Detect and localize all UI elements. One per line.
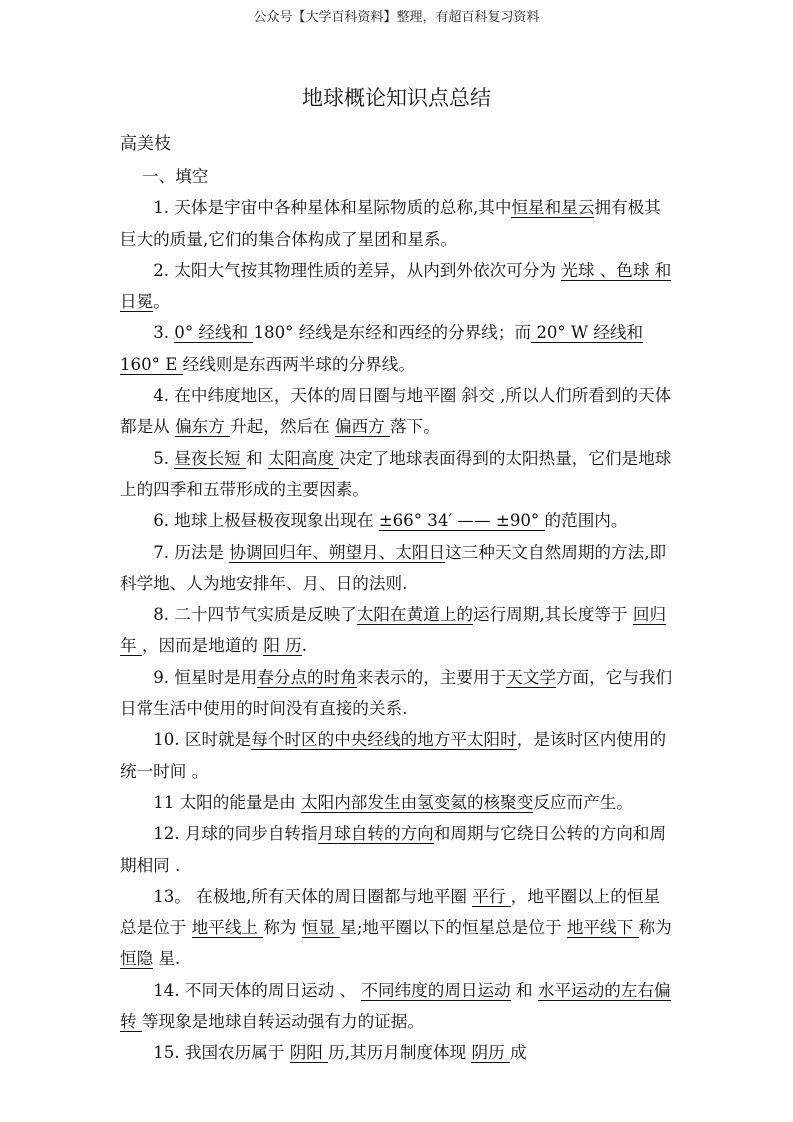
answer-blank: 地平线下 — [566, 918, 639, 938]
question-q10 — [120, 724, 673, 787]
question-text: 6. 地球上极昼极夜现象出现在 — [153, 511, 379, 531]
question-text: 和 — [245, 448, 268, 468]
question-text: 5. — [153, 448, 175, 468]
question-text: 拥有极其巨大的质量,它们的集合体构成了星团和星系。 — [120, 198, 661, 249]
question-text: 14. 不同天体的周日运动 — [153, 980, 340, 1000]
header-note: 公众号【大学百科资料】整理，有超百科复习资料 — [253, 10, 540, 25]
question-text: 10. 区时就是 — [153, 730, 252, 750]
question-q6 — [120, 505, 673, 536]
answer-blank: 不同纬度的周日运动 — [361, 980, 511, 1000]
question-text: 历,其历月制度体现 — [328, 1043, 472, 1063]
question-text: ，地平圈以上的恒星总是位于 — [120, 886, 661, 938]
question-text: 180° 经线是东经和西经的分界线；而 — [253, 323, 532, 343]
document-body — [120, 161, 673, 1069]
question-text: 13。 在极地,所有天体的周日圈都与地平圈 — [153, 886, 473, 906]
question-text: 方面，它与我们日常生活中使用的时间没有直接的关系. — [120, 667, 673, 719]
question-q11 — [120, 787, 673, 818]
answer-blank: 0° 经线和 — [174, 323, 254, 343]
question-q4 — [120, 380, 673, 443]
question-text: 星;地平圈以下的恒星总是位于 — [340, 918, 567, 938]
question-text: 的范围内。 — [544, 511, 628, 531]
question-text: 1. 天体是宇宙中各种星体和星际物质的总称,其中 — [153, 198, 512, 218]
question-text: 、 — [339, 980, 362, 1000]
question-text: 。 — [191, 761, 209, 781]
question-q13 — [120, 881, 673, 975]
answer-blank: 光球 、色球 和 日冕 — [120, 260, 672, 312]
question-text: 7. 历法是 — [153, 542, 230, 562]
question-text: 来表示的，主要用于 — [356, 667, 507, 687]
question-q15 — [120, 1037, 673, 1068]
question-q12 — [120, 818, 673, 881]
question-q3 — [120, 317, 673, 380]
question-text: 等现象是地球自转运动强有力的证据。 — [141, 1012, 424, 1032]
answer-blank: 天文学 — [506, 667, 556, 687]
answer-blank: 平行 — [472, 886, 511, 906]
question-text: 11 太阳的能量是由 — [153, 792, 302, 812]
question-text: 。 — [153, 292, 170, 312]
question-text: 和周期与它绕日公转的方向和周期相同 — [120, 824, 667, 875]
answer-blank: 每个时区的中央经线的地方平太阳时 — [251, 730, 517, 750]
question-text: 运行周期,其长度等于 — [472, 605, 633, 625]
answer-blank: 阴阳 — [289, 1043, 329, 1063]
question-text: . — [175, 855, 181, 875]
answer-blank: 协调回归年、朔望月、太阳日 — [229, 542, 446, 562]
question-text: . — [301, 636, 308, 656]
answer-blank: 太阳在黄道上的 — [356, 605, 473, 625]
answer-blank: 恒隐 — [120, 949, 154, 969]
answer-blank: 恒星和星云 — [511, 198, 595, 218]
question-text: 落下。 — [390, 417, 440, 437]
answer-blank: 回归年 — [120, 605, 667, 656]
question-q8 — [120, 599, 673, 662]
question-text: 4. 在中纬度地区，天体的周日圈与地平圈 斜交 ,所以人们所看到的天体都是从 — [120, 386, 672, 437]
page-title: 地球概论知识点总结 — [302, 86, 491, 110]
question-q14 — [120, 975, 673, 1038]
question-text: 星. — [153, 949, 181, 969]
question-q5 — [120, 443, 673, 506]
answer-blank: 水平运动的左右偏转 — [120, 980, 671, 1032]
answer-blank: 恒显 — [301, 918, 341, 938]
question-q7 — [120, 537, 673, 600]
answer-blank: 太阳高度 — [267, 448, 340, 468]
question-text: 称为 — [638, 918, 672, 938]
answer-blank: 阳 历 — [263, 636, 302, 656]
answer-blank: 偏东方 — [175, 417, 231, 437]
question-text: 和 — [510, 980, 538, 1000]
question-q2 — [120, 255, 673, 318]
question-text: 2. 太阳大气按其物理性质的差异，从内到外依次可分为 — [153, 260, 562, 280]
section-heading: 一、填空 — [142, 167, 209, 186]
question-text: 8. 二十四节气实质是反映了 — [153, 605, 357, 625]
answer-blank: 昼夜长短 — [174, 448, 246, 468]
question-text: ，因而是地道的 — [141, 636, 264, 656]
question-text: 3. — [153, 323, 175, 343]
answer-blank: 阴历 — [471, 1043, 510, 1063]
question-text: 升起，然后在 — [230, 417, 335, 437]
answer-blank: 太阳内部发生由氢变氦的核聚变 — [301, 792, 534, 812]
answer-blank: 偏西方 — [334, 417, 391, 437]
fill-in-list — [120, 192, 673, 1068]
author-name: 高美枝 — [120, 134, 171, 154]
question-q1 — [120, 192, 673, 255]
question-text: 称为 — [263, 918, 302, 938]
question-q9 — [120, 662, 673, 725]
answer-blank: 月球自转的方向 — [317, 824, 434, 844]
question-text: 12. 月球的同步自转指 — [153, 824, 318, 844]
answer-blank: 20° W 经线和 160° E — [120, 323, 644, 374]
question-text: 反应而产生。 — [533, 792, 633, 812]
question-text: 这三种天文自然周期的方法,即科学地、人为地安排年、月、日的法则. — [120, 542, 667, 593]
question-text: 15. 我国农历属于 — [153, 1043, 290, 1063]
answer-blank: ±66° 34′ —— ±90° — [378, 511, 545, 531]
question-text: 决定了地球表面得到的太阳热量，它们是地球上的四季和五带形成的主要因素。 — [120, 448, 672, 499]
question-text: 成 — [509, 1043, 527, 1063]
question-text: 经线则是东西两半球的分界线。 — [182, 354, 415, 374]
question-text: ，是该时区内使用的统一时间 — [120, 730, 667, 781]
answer-blank: 地平线上 — [191, 918, 264, 938]
answer-blank: 春分点的时角 — [257, 667, 357, 687]
question-text: 9. 恒星时是用 — [153, 667, 258, 687]
